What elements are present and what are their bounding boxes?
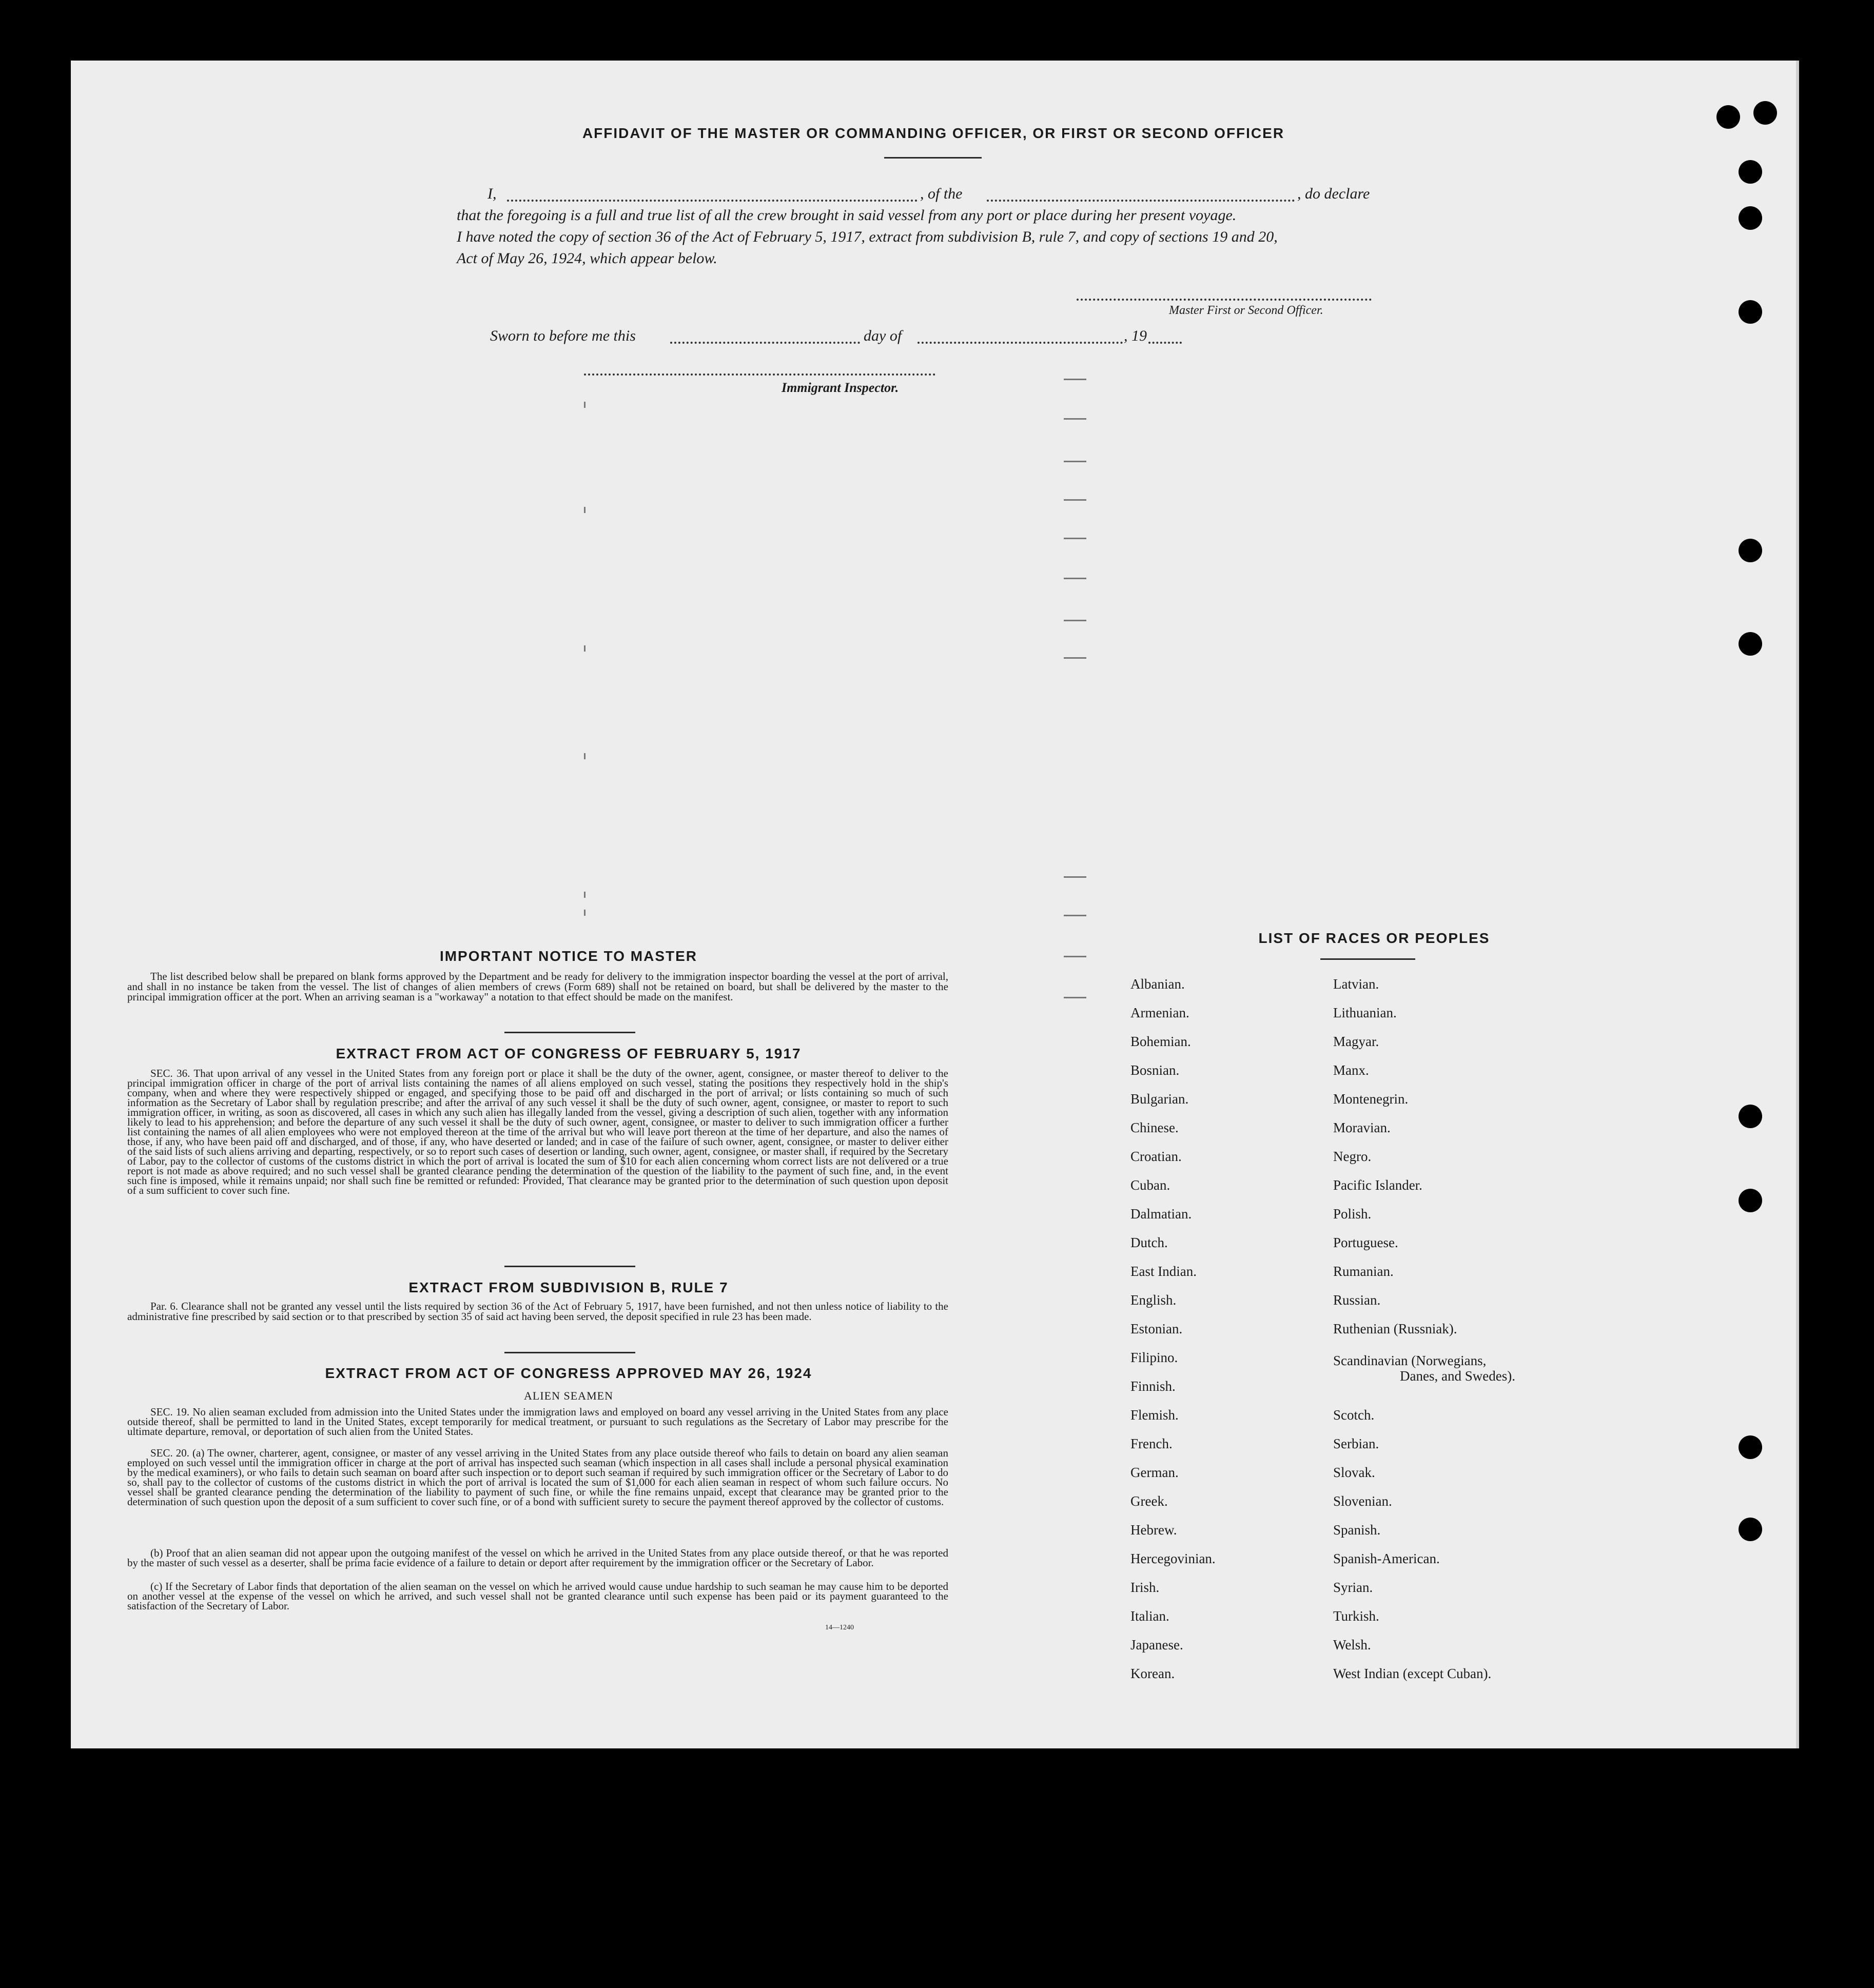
race-item: West Indian (except Cuban). [1333,1666,1492,1681]
race-item: Estonian. [1130,1321,1183,1336]
binder-hole [1739,632,1762,656]
affidavit-i: I, [487,185,497,202]
race-item: Turkish. [1333,1608,1379,1624]
race-item: Greek. [1130,1493,1168,1509]
form-number: 14—1240 [825,1624,854,1631]
affidavit-line-2: that the foregoing is a full and true list of all the crew brought in said vessel from any port or place during her present voyage. [457,207,1237,224]
binder-hole [1739,1105,1762,1128]
race-item: Spanish. [1333,1522,1381,1538]
race-item: Cuban. [1130,1177,1170,1193]
race-item: Danes, and Swedes). [1400,1368,1515,1384]
master-signature-label: Master First or Second Officer. [1169,304,1323,317]
race-item: Serbian. [1333,1436,1379,1451]
sworn-year-prefix: , 19 [1124,327,1147,344]
race-item: Korean. [1130,1666,1175,1681]
race-item: Albanian. [1130,976,1185,992]
binder-hole [1716,105,1740,129]
race-item: German. [1130,1465,1179,1480]
sworn-year-blank[interactable] [1148,342,1182,344]
race-item: Lithuanian. [1333,1005,1397,1020]
binder-hole [1739,160,1762,184]
extract-1917-title: EXTRACT FROM ACT OF CONGRESS OF FEBRUARY 5, 1917 [336,1046,802,1061]
race-item: Dalmatian. [1130,1206,1192,1222]
race-item: Bulgarian. [1130,1091,1189,1107]
race-item: Bohemian. [1130,1034,1191,1049]
race-item: Spanish-American. [1333,1551,1440,1566]
vessel-name-blank[interactable] [987,200,1295,202]
race-item: Armenian. [1130,1005,1189,1020]
race-item: Dutch. [1130,1235,1168,1250]
race-item: Magyar. [1333,1034,1379,1049]
race-item: Flemish. [1130,1407,1179,1423]
race-item: Irish. [1130,1580,1160,1595]
affidavit-line-3: I have noted the copy of section 36 of the Act of February 5, 1917, extract from subdivision B, rule 7, and copy of sections 19 and 20, [457,228,1278,245]
race-item: Latvian. [1333,976,1379,992]
sec-20a-text: SEC. 20. (a) The owner, charterer, agent, consignee, or master of any vessel arriving in the United States from any place outside thereof who fails to detain on board any alien seaman employed on such vessel until the immigration officer in charge at the port of arrival has inspected such seaman (which inspection in all cases shall include a personal physical examination by the medical examiners), or who fails to detain such seaman on board after such inspection or to deport such seaman if required by such immigration officer or the Secretary of Labor to do so, shall pay to the collector of customs of the customs district in which the port of arrival is located the sum of $1,000 for each alien seaman in respect of whom such failure occurs. No vessel shall be granted clearance pending the determination of the liability to payment of such fine, or while the fine remains unpaid, except that clearance may be granted prior to the determination of such question upon the deposit of a sum sufficient to cover such fine, or of a bond with sufficient surety to secure the payment thereof approved by the collector of customs. [127,1447,948,1508]
affidavit-line-4: Act of May 26, 1924, which appear below. [457,250,717,267]
sworn-day-of: day of [864,327,902,344]
race-item: Hebrew. [1130,1522,1177,1538]
race-item: Moravian. [1333,1120,1391,1135]
race-item: Scotch. [1333,1407,1375,1423]
affidavit-title: AFFIDAVIT OF THE MASTER OR COMMANDING OFFICER, OR FIRST OR SECOND OFFICER [582,125,1285,141]
race-item: Hercegovinian. [1130,1551,1216,1566]
race-item: Ruthenian (Russniak). [1333,1321,1457,1336]
race-item: Pacific Islander. [1333,1177,1422,1193]
race-item: Slovenian. [1333,1493,1392,1509]
extract-1917-body: SEC. 36. That upon arrival of any vessel in the United States from any foreign port or place it shall be the duty of the owner, agent, consignee, or master thereof to deliver to the principal immigration officer in charge of the port of arrival lists containing the names of all aliens employed on such vessel, stating the positions they respectively hold in the ship's company, when and where they were respectively shipped or engaged, and specifying those to be paid off and discharged in the port of arrival; or lists containing so much of such information as the Secretary of Labor shall by regulation prescribe; and after the arrival of any such vessel it shall be the duty of such owner, agent, consignee, or master to report to such immigration officer, in writing, as soon as discovered, all cases in which any such alien has illegally landed from the vessel, giving a description of such alien, together with any information likely to lead to his apprehension; and before the departure of any such vessel it shall be the duty of such owner, agent, consignee, or master to deliver to such immigration officer a further list containing the names of all alien employees who were not employed thereon at the time of the arrival but who will leave port thereon at the time of her departure, and also the names of those, if any, who have been paid off and discharged, and of those, if any, who have deserted or landed; and in case of the failure of such owner, agent, consignee, or master to deliver either of the said lists of such aliens arriving and departing, respectively, or so to report such cases of desertion or landing, such owner, agent, consignee, or master shall, if required by the Secretary of Labor, pay to the collector of customs of the customs district in which the port of arrival is located the sum of $10 for each alien concerning whom correct lists are not delivered or a true report is not made as above required; and no such vessel shall be granted clearance pending the determination of the question of the liability to the payment of such fine, and, in the event such fine is imposed, while it remains unpaid; nor shall such fine be remitted or refunded: Provided, That clearance may be granted prior to the determination of such question upon deposit of a sum sufficient to cover such fine. [127,1067,948,1196]
race-item: Japanese. [1130,1637,1183,1652]
subdivision-b-body: Par. 6. Clearance shall not be granted any vessel until the lists required by section 36 of the Act of February 5, 1917, have been furnished, and not then unless notice of liability to the administrative fine prescribed by said section or to that prescribed by section 35 of said act having been served, the deposit specified in rule 23 has been made. [127,1300,948,1323]
binder-hole [1739,1518,1762,1541]
races-divider [1320,958,1415,960]
race-item: Negro. [1333,1149,1372,1164]
affidavit-of-the: , of the [920,185,963,202]
binder-hole [1739,539,1762,562]
race-item: Croatian. [1130,1149,1182,1164]
extract-1917-divider [504,1266,635,1267]
sworn-day-blank[interactable] [670,342,860,344]
race-item: Syrian. [1333,1580,1373,1595]
race-item: Russian. [1333,1292,1381,1308]
form-page [71,61,1799,1748]
sworn-text: Sworn to before me this [490,327,636,344]
master-signature-blank[interactable] [1077,299,1372,301]
race-item: Portuguese. [1333,1235,1398,1250]
notice-title: IMPORTANT NOTICE TO MASTER [439,948,698,964]
sec-19-text: SEC. 19. No alien seaman excluded from admission into the United States under the immigration laws and employed on board any vessel arriving in the United States from any place outside thereof, shall be permitted to land in the United States, except temporarily for medical treatment, or pursuant to such regulations as the Secretary of Labor may prescribe for the ultimate departure, removal, or deportation of such alien from the United States. [127,1406,948,1438]
binder-hole [1739,300,1762,324]
race-item: Slovak. [1333,1465,1375,1480]
binder-hole [1739,1435,1762,1459]
races-title: LIST OF RACES OR PEOPLES [1258,930,1490,946]
subdivision-b-divider [504,1352,635,1353]
binder-hole [1739,206,1762,230]
race-item: East Indian. [1130,1264,1197,1279]
sec-20c-text: (c) If the Secretary of Labor finds that deportation of the alien seaman on the vessel on which he arrived would cause undue hardship to such seaman he may cause him to be deported on another vessel at the expense of the vessel on which he arrived, and such vessel shall not be granted clearance until such expense has been paid or its payment guaranteed to the satisfaction of the Secretary of Labor. [127,1580,948,1612]
title-divider [884,157,982,159]
alien-seamen-subtitle: ALIEN SEAMEN [524,1389,613,1402]
race-item: French. [1130,1436,1173,1451]
race-item: English. [1130,1292,1177,1308]
binder-hole [1753,101,1777,125]
sec-20b-text: (b) Proof that an alien seaman did not appear upon the outgoing manifest of the vessel on which he arrived in the United States from any place outside thereof, or that he was reported by the master of such vessel as a deserter, shall be prima facie evidence of a failure to detain or deport after requirement by the immigration officer or the Secretary of Labor. [127,1547,948,1569]
race-item: Polish. [1333,1206,1372,1222]
notice-body: The list described below shall be prepared on blank forms approved by the Department and be ready for delivery to the immigration inspector boarding the vessel at the port of arrival, and shall in no instance be taken from the vessel. The list of changes of alien members of crews (Form 689) shall not be retained on board, but shall be delivered by the master to the principal immigration officer at the port. When an arriving seaman is a "workaway" a notation to that effect should be made on the manifest. [127,970,948,1003]
race-item: Italian. [1130,1608,1169,1624]
affidavit-declare: , do declare [1297,185,1370,202]
race-item: Rumanian. [1333,1264,1394,1279]
race-item: Welsh. [1333,1637,1371,1652]
extract-1924-title: EXTRACT FROM ACT OF CONGRESS APPROVED MAY 26, 1924 [325,1365,812,1381]
binder-hole [1739,1189,1762,1212]
subdivision-b-title: EXTRACT FROM SUBDIVISION B, RULE 7 [408,1280,729,1295]
race-item: Scandinavian (Norwegians, [1333,1353,1487,1368]
race-item: Finnish. [1130,1379,1176,1394]
inspector-label: Immigrant Inspector. [782,380,899,395]
race-item: Filipino. [1130,1350,1178,1365]
race-item: Manx. [1333,1062,1369,1078]
race-item: Bosnian. [1130,1062,1180,1078]
race-item: Montenegrin. [1333,1091,1409,1107]
inspector-signature-blank[interactable] [584,373,935,376]
officer-name-blank[interactable] [507,200,918,202]
notice-divider [504,1032,635,1033]
race-item: Chinese. [1130,1120,1179,1135]
sworn-month-blank[interactable] [918,342,1123,344]
